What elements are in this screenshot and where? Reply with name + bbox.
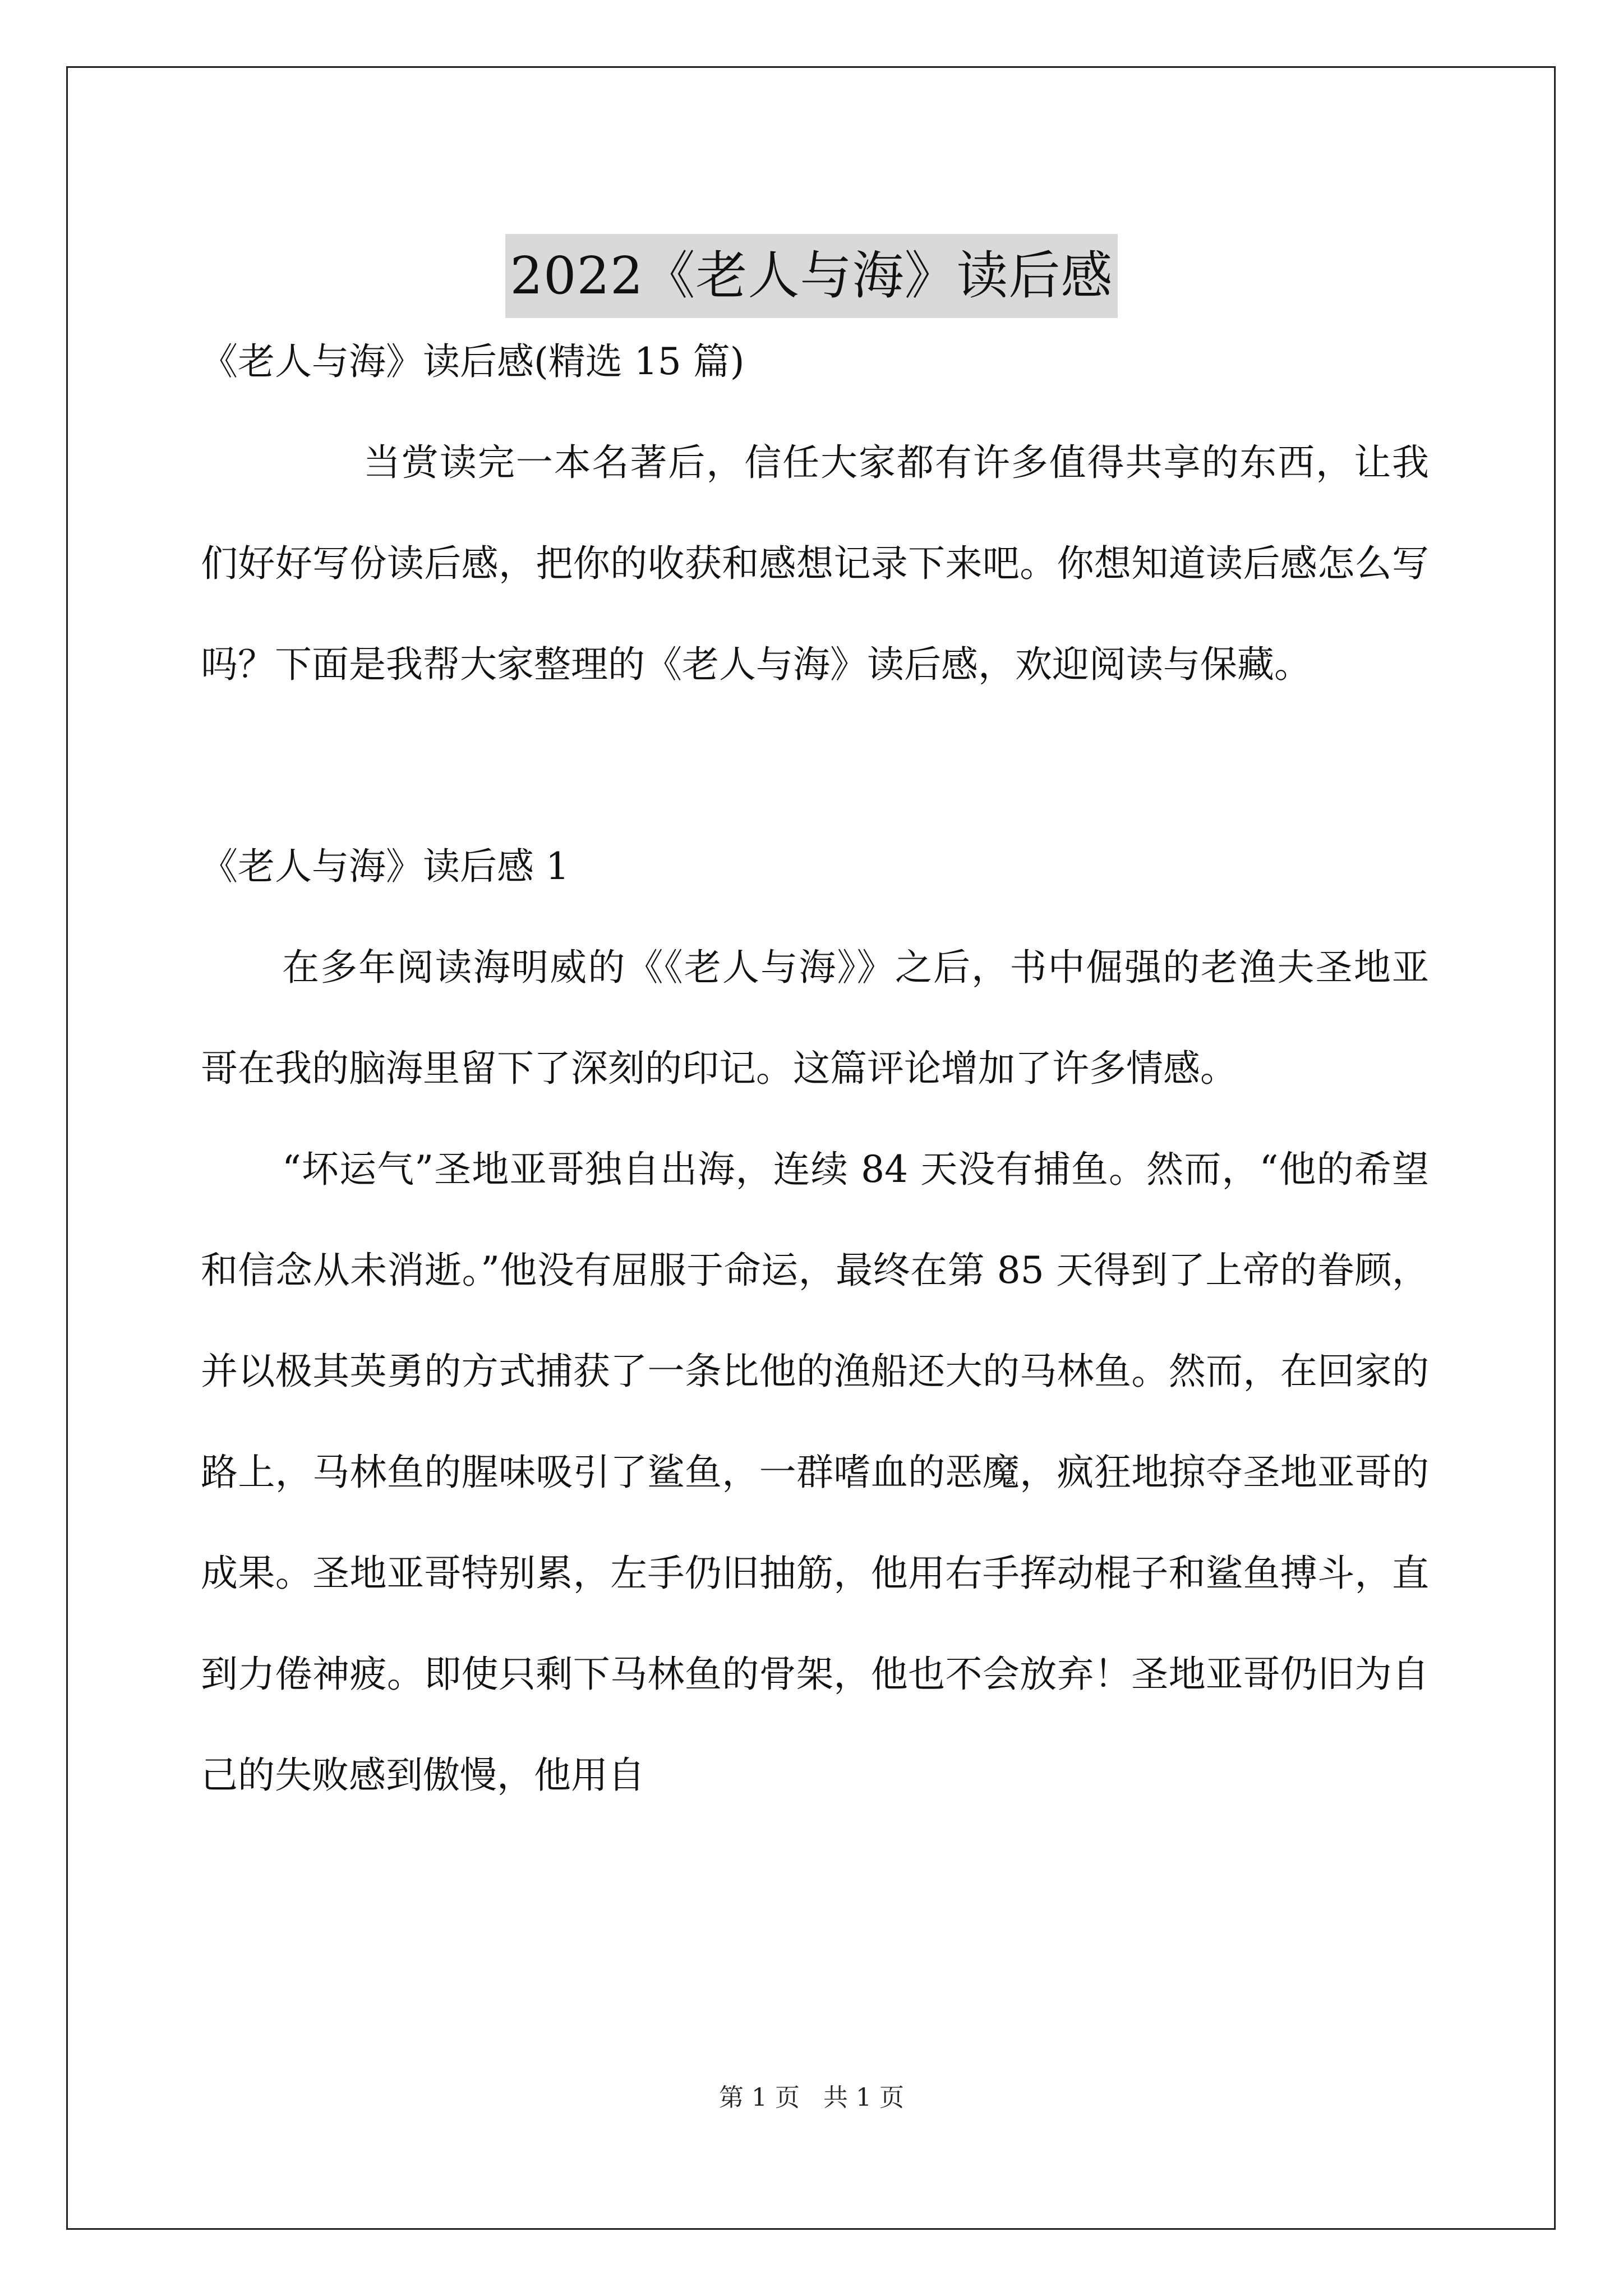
paragraph-gap [201, 715, 1429, 816]
page-number: 第 1 页 [719, 2083, 800, 2112]
document-body [201, 311, 1429, 1826]
intro-paragraph: 当赏读完一本名著后，信任大家都有许多值得共享的东西，让我们好好写份读后感，把你的收获和感想记录下来吧。你想知道读后感怎么写吗？下面是我帮大家整理的《老人与海》读后感，欢迎阅读与保藏。 [201, 441, 1429, 686]
document-subtitle: 《老人与海》读后感(精选 15 篇) [201, 340, 745, 383]
body-paragraph-2: “坏运气”圣地亚哥独自出海，连续 84 天没有捕鱼。然而，“他的希望和信念从未消逝。”他没有屈服于命运，最终在第 85 天得到了上帝的眷顾，并以极其英勇的方式捕获了一条比他的渔船还大的马林鱼。然而，在回家的路上，马林鱼的腥味吸引了鲨鱼，一群嗜血的恶魔，疯狂地掠夺圣地亚哥的成果。圣地亚哥特别累，左手仍旧抽筋，他用右手挥动棍子和鲨鱼搏斗，直到力倦神疲。即使只剩下马林鱼的骨架，他也不会放弃！圣地亚哥仍旧为自己的失败感到傲慢，他用自 [201, 1148, 1429, 1797]
section-heading: 《老人与海》读后感 1 [201, 845, 569, 888]
body-paragraph-1: 在多年阅读海明威的《《老人与海》》之后，书中倔强的老渔夫圣地亚哥在我的脑海里留下了深刻的印记。这篇评论增加了许多情感。 [201, 946, 1429, 1090]
document-title: 2022《老人与海》读后感 [505, 234, 1117, 318]
page-footer [0, 2081, 1623, 2115]
page-total: 共 1 页 [823, 2083, 904, 2112]
